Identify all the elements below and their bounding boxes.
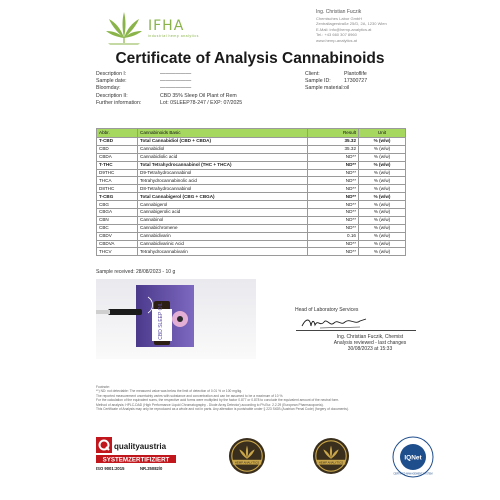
cell-name: Cannabidivarin xyxy=(138,232,308,240)
meta-value: 17300727 xyxy=(344,78,368,85)
seal-text: HEMP ANALYTICS xyxy=(234,460,260,465)
table-row xyxy=(97,209,406,217)
cell-unit: % (w/w) xyxy=(359,145,406,153)
signer-name: Ing. Christian Fuczik, Chemist xyxy=(336,334,404,340)
footnote-line: For the calculation of the equivalent sums, the respective acid forms were multiplied by the factor 0.877 or 0.878 to conclude the equivalent amount of the neutral form. xyxy=(96,398,340,403)
cell-result: 35.32 xyxy=(308,145,359,153)
cell-result: ND** xyxy=(308,240,359,248)
hemp-analytics-seal-1 xyxy=(228,437,266,475)
signature-title: Head of Laboratory Services xyxy=(295,307,359,313)
cell-abbr: T-THC xyxy=(97,161,138,169)
cell-result: ND** xyxy=(308,209,359,217)
cannabinoid-results-table xyxy=(96,128,406,256)
meta-label: Sample material: xyxy=(305,85,344,92)
cell-abbr: CBGA xyxy=(97,209,138,217)
cell-abbr: D9THC xyxy=(97,169,138,177)
cell-name: Total Tetrahydrocannabinol (THC + THCA) xyxy=(138,161,308,169)
table-row xyxy=(97,216,406,224)
meta-label: Further information: xyxy=(96,99,142,106)
svg-text:CBD SLEEP OIL: CBD SLEEP OIL xyxy=(158,302,164,340)
meta-label: Description II: xyxy=(96,92,128,99)
cell-name: D8-Tetrahydrocannabinol xyxy=(138,185,308,193)
contact-email[interactable]: E-Mail: info@hemp-analytics.at xyxy=(316,26,372,32)
table-row xyxy=(97,248,406,256)
cell-result: ND** xyxy=(308,224,359,232)
contact-website[interactable]: www.hemp-analytics.at xyxy=(316,37,357,43)
cell-unit: % (w/w) xyxy=(359,232,406,240)
cell-unit: % (w/w) xyxy=(359,185,406,193)
column-header: Cannabinoids Basic xyxy=(138,129,308,138)
qa-banner: SYSTEMZERTIFIZIERT xyxy=(102,456,170,464)
cell-unit: % (w/w) xyxy=(359,216,406,224)
meta-label: Sample date: xyxy=(96,78,127,85)
seal-text: HEMP ANALYTICS xyxy=(318,460,344,465)
signature-details xyxy=(290,334,450,353)
meta-right-values xyxy=(344,71,404,93)
cell-result: ND** xyxy=(308,169,359,177)
cell-abbr: CBD xyxy=(97,145,138,153)
meta-label: Client: xyxy=(305,71,320,77)
table-header-row xyxy=(97,129,406,138)
meta-left-labels xyxy=(96,71,156,107)
footnote-line: The reported measurement uncertainty varies with substance and concentration and can be assumed to be a maximum of 10 %. xyxy=(96,393,284,398)
meta-label: Description I: xyxy=(96,71,127,77)
sleep-oil-bottle-image xyxy=(96,279,256,359)
table-row xyxy=(97,145,406,153)
table-row xyxy=(97,153,406,161)
cell-name: Total Cannabigerol (CBG + CBGA) xyxy=(138,193,308,201)
cell-name: Cannabinol xyxy=(138,216,308,224)
cell-result: ND** xyxy=(308,177,359,185)
brand-subtitle: industrial hemp analytics xyxy=(148,34,199,38)
table-row xyxy=(97,232,406,240)
footnote-line: This Certificate of Analysis may only be reproduced as a whole and not in parts. Any alteration is punishable under § 223 StGB (Austrian Penal Code) (forgery of documents). xyxy=(96,407,349,412)
footnote-line: **) ND: not detectable: The measured value was below the limit of detection of 0.01 % or 100 mg/kg. xyxy=(96,389,243,394)
cell-unit: % (w/w) xyxy=(359,248,406,256)
cell-unit: % (w/w) xyxy=(359,224,406,232)
cell-unit: % (w/w) xyxy=(359,240,406,248)
iqnet-certified-logo xyxy=(392,436,434,478)
meta-label: Bloomday: xyxy=(96,85,121,92)
cell-result: ND** xyxy=(308,248,359,256)
hemp-analytics-seal-2 xyxy=(312,437,350,475)
cell-abbr: CBDA xyxy=(97,153,138,161)
qa-brand: qualityaustria xyxy=(114,442,167,451)
contact-line: Chemisches Labor GmbH xyxy=(316,15,363,21)
column-header: Result xyxy=(308,129,359,138)
cell-name: Cannabigerolic acid xyxy=(138,209,308,217)
cell-abbr: CBDVA xyxy=(97,240,138,248)
table-row xyxy=(97,169,406,177)
cell-result: ND** xyxy=(308,216,359,224)
review-note: Analysis reviewed - last changes xyxy=(333,340,407,347)
qa-number: NR.25082/0 xyxy=(140,466,163,471)
cell-name: Cannabidivarinic Acid xyxy=(138,240,308,248)
cell-result: ND** xyxy=(308,201,359,209)
cell-result: 0.16 xyxy=(308,232,359,240)
table-row xyxy=(97,224,406,232)
cell-name: Tetrahydrocannabivarin xyxy=(138,248,308,256)
qa-iso: ISO 9001:2015 xyxy=(96,466,125,471)
column-header: Unit xyxy=(359,129,406,138)
footnote-line: Method of analysis: HPLC-DAD (High Performance Liquid Chromatography - Diode Array Detector) according to Ph.Eur. 2.2.29 (European Pharmacopoeia). xyxy=(96,402,324,407)
meta-value: CBD 35% Sleep Oil Plant of Rem xyxy=(160,92,237,99)
meta-value: —————— xyxy=(160,71,192,77)
cell-result: ND** xyxy=(308,153,359,161)
contact-phone: Tel.: +43 660 307 8960 xyxy=(316,32,357,38)
certificate-title: Certificate of Analysis Cannabinoids xyxy=(115,50,385,67)
meta-label: Sample ID: xyxy=(305,78,331,85)
footnote-line: Footnote: xyxy=(96,385,110,389)
table-row xyxy=(97,161,406,169)
meta-value: —————— xyxy=(160,85,192,92)
cell-abbr: THCA xyxy=(97,177,138,185)
cell-abbr: THCV xyxy=(97,248,138,256)
footnotes xyxy=(96,385,441,411)
contact-line: Zentrallagerstraße 25/D, 2A, 1230 Wien xyxy=(316,21,387,27)
table-row xyxy=(97,201,406,209)
quality-austria-logo xyxy=(96,437,176,475)
cell-unit: % (w/w) xyxy=(359,153,406,161)
meta-value: —————— xyxy=(160,78,192,85)
meta-value: Plantoflife xyxy=(344,71,367,77)
table-body xyxy=(97,138,406,256)
iqnet-ring-text: CERTIFIED MANAGEMENT SYSTEM xyxy=(393,473,433,476)
iqnet-text: IQNet xyxy=(404,454,422,462)
signature-line xyxy=(296,330,416,331)
cell-unit: % (w/w) xyxy=(359,193,406,201)
cell-unit: % (w/w) xyxy=(359,177,406,185)
review-date: 30/08/2023 at 15:33 xyxy=(347,346,393,353)
sample-received: Sample received: 28/08/2023 - 10 g xyxy=(96,269,176,275)
cell-abbr: CBDV xyxy=(97,232,138,240)
cell-result: ND** xyxy=(308,193,359,201)
column-header: Abbr. xyxy=(97,129,138,138)
product-photo xyxy=(96,279,256,359)
handwritten-signature xyxy=(300,316,370,330)
table-row xyxy=(97,185,406,193)
cell-result: ND** xyxy=(308,185,359,193)
cell-name: Cannabidiol xyxy=(138,145,308,153)
cell-result: 35.32 xyxy=(308,138,359,146)
cell-abbr: CBN xyxy=(97,216,138,224)
cell-name: D9-Tetrahydrocannabinol xyxy=(138,169,308,177)
table-row xyxy=(97,138,406,146)
cell-unit: % (w/w) xyxy=(359,161,406,169)
cell-unit: % (w/w) xyxy=(359,138,406,146)
cell-abbr: D8THC xyxy=(97,185,138,193)
table-row xyxy=(97,193,406,201)
cell-name: Cannabichromene xyxy=(138,224,308,232)
brand-name: IFHA xyxy=(148,18,185,34)
cell-unit: % (w/w) xyxy=(359,169,406,177)
cell-abbr: T-CBG xyxy=(97,193,138,201)
cell-abbr: CBC xyxy=(97,224,138,232)
table-row xyxy=(97,177,406,185)
cell-name: Cannabidiolic acid xyxy=(138,153,308,161)
qa-q-icon xyxy=(96,437,112,453)
cell-name: Total Cannabidiol (CBD + CBDA) xyxy=(138,138,308,146)
contact-line: Ing. Christian Fuczik xyxy=(316,9,362,15)
table-row xyxy=(97,240,406,248)
cell-abbr: T-CBD xyxy=(97,138,138,146)
cell-unit: % (w/w) xyxy=(359,209,406,217)
lab-contact-block xyxy=(316,10,436,44)
cell-name: Cannabigerol xyxy=(138,201,308,209)
cell-abbr: CBG xyxy=(97,201,138,209)
cell-unit: % (w/w) xyxy=(359,201,406,209)
meta-value: oil xyxy=(344,85,350,92)
cell-name: Tetrahydrocannabinolic acid xyxy=(138,177,308,185)
cell-result: ND** xyxy=(308,161,359,169)
cannabis-leaf-icon xyxy=(100,10,148,50)
meta-left-values xyxy=(160,71,300,107)
meta-value: Lot: 0SLEEP78-247 / EXP: 07/2025 xyxy=(160,99,243,106)
